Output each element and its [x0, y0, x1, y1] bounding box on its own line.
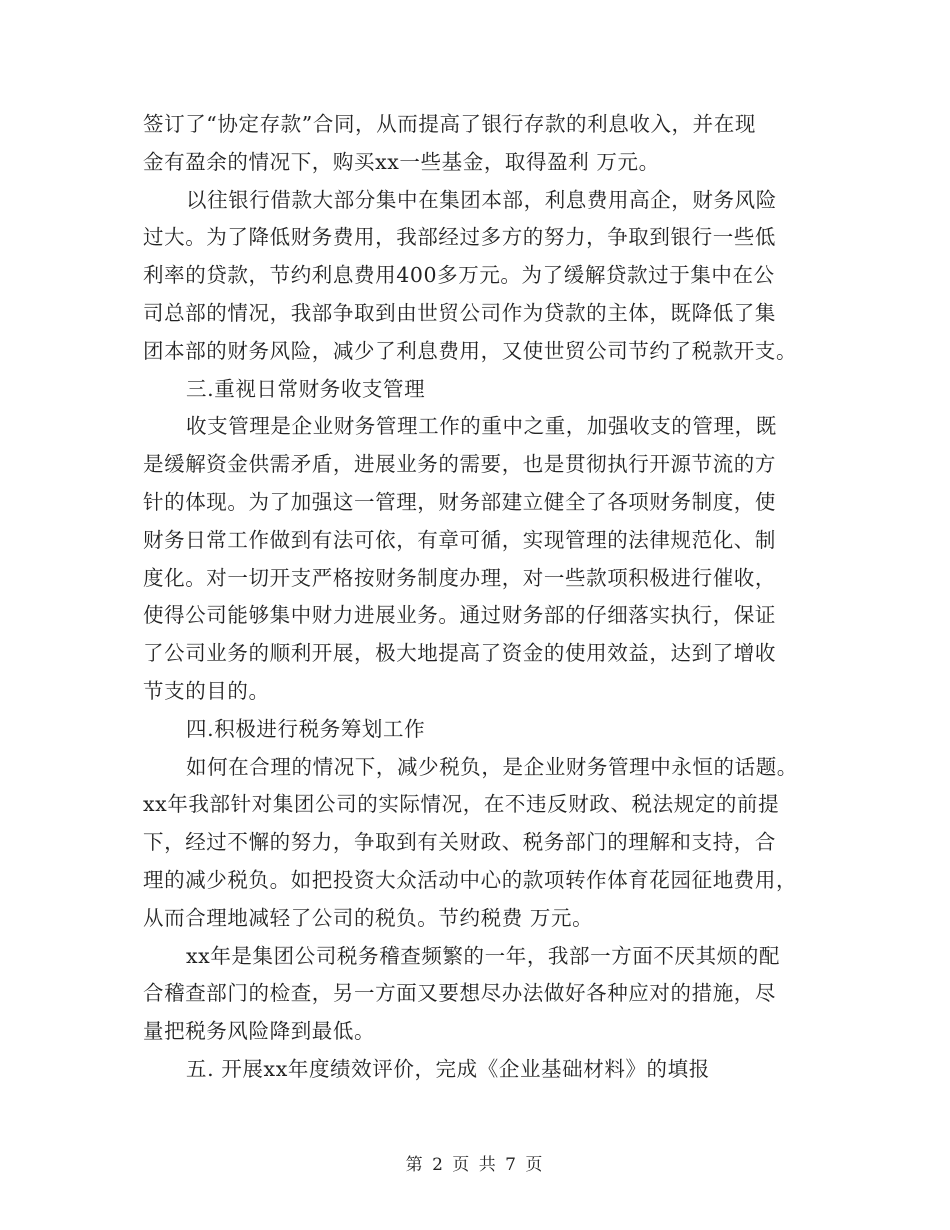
- document-body: [143, 106, 807, 1089]
- text-line: 签订了“协定存款”合同，从而提高了银行存款的利息收入，并在现: [143, 112, 756, 136]
- text-line: 以往银行借款大部分集中在集团本部，利息费用高企，财务风险: [186, 187, 777, 212]
- text-line: 下，经过不懈的努力，争取到有关财政、税务部门的理解和支持，合: [143, 830, 776, 855]
- text-line: 节支的目的。: [143, 678, 270, 703]
- text-line: 收支管理是企业财务管理工作的重中之重，加强收支的管理，既: [186, 414, 777, 439]
- text-line: 从而合理地减轻了公司的税负。节约税费 万元。: [143, 905, 594, 930]
- text-line: 财务日常工作做到有法可依，有章可循，实现管理的法律规范化、制: [143, 527, 776, 552]
- text-line: xx年我部针对集团公司的实际情况，在不违反财政、税法规定的前提: [143, 792, 780, 817]
- text-line: xx年是集团公司税务稽查频繁的一年，我部一方面不厌其烦的配: [186, 943, 781, 968]
- text-line: 司总部的情况，我部争取到由世贸公司作为贷款的主体，既降低了集: [143, 300, 776, 325]
- text-line: 使得公司能够集中财力进展业务。通过财务部的仔细落实执行，保证: [143, 603, 776, 628]
- text-line: 三.重视日常财务收支管理: [186, 376, 426, 401]
- text-line: 理的减少税负。如把投资大众活动中心的款项转作体育花园征地费用，: [143, 867, 798, 892]
- page-number: 第 2 页 共 7 页: [405, 1155, 545, 1175]
- text-line: 针的体现。为了加强这一管理，财务部建立健全了各项财务制度，使: [143, 489, 776, 514]
- text-line: 度化。对一切开支严格按财务制度办理，对一些款项积极进行催收，: [143, 565, 776, 590]
- text-line: 过大。为了降低财务费用，我部经过多方的努力，争取到银行一些低: [143, 225, 776, 250]
- text-line: 量把税务风险降到最低。: [143, 1019, 376, 1044]
- text-line: 四.积极进行税务筹划工作: [186, 716, 426, 741]
- text-line: 五. 开展xx年度绩效评价，完成《企业基础材料》的填报: [186, 1056, 710, 1081]
- text-line: 合稽查部门的检查，另一方面又要想尽办法做好各种应对的措施，尽: [143, 981, 776, 1006]
- text-line: 利率的贷款，节约利息费用400多万元。为了缓解贷款过于集中在公: [143, 263, 775, 288]
- text-line: 了公司业务的顺利开展，极大地提高了资金的使用效益，达到了增收: [143, 641, 776, 666]
- text-line: 金有盈余的情况下，购买xx一些基金，取得盈利 万元。: [143, 149, 660, 174]
- text-line: 是缓解资金供需矛盾，进展业务的需要，也是贯彻执行开源节流的方: [143, 452, 776, 477]
- text-line: 团本部的财务风险，减少了利息费用，又使世贸公司节约了税款开支。: [143, 338, 798, 363]
- text-line: 如何在合理的情况下，减少税负，是企业财务管理中永恒的话题。: [186, 754, 798, 779]
